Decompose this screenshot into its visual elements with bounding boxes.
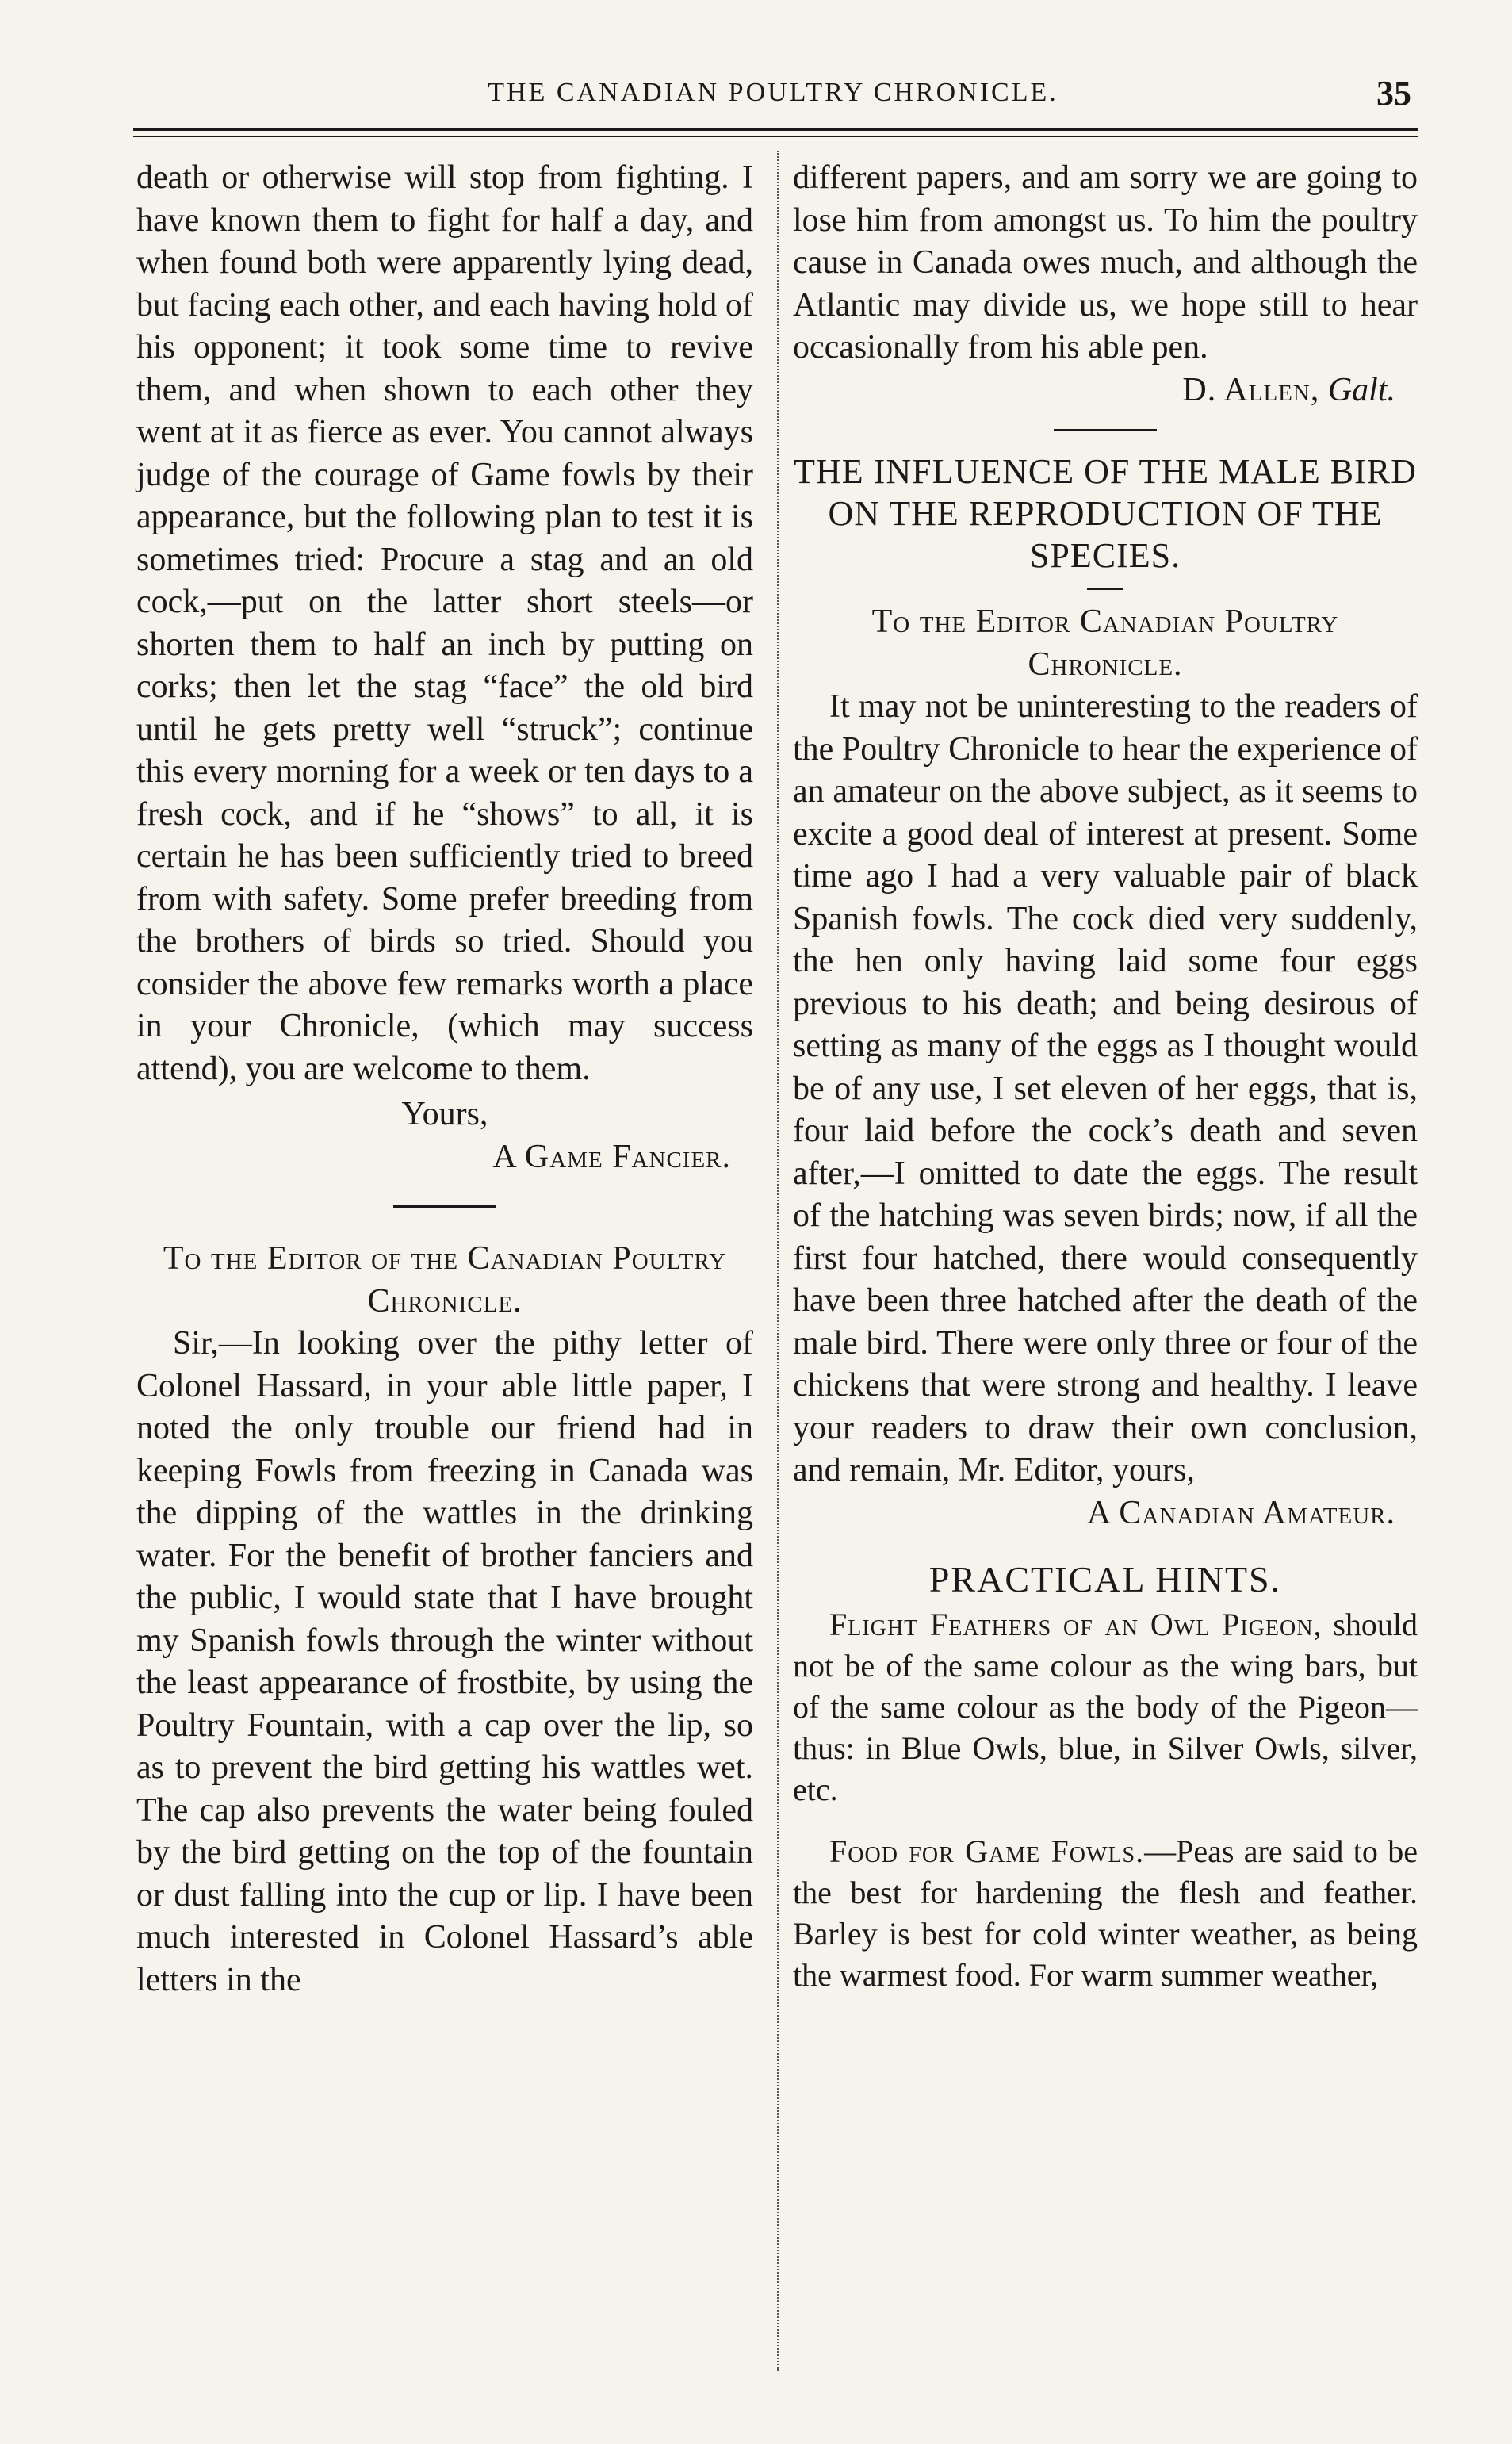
page-number: 35 xyxy=(1376,74,1411,113)
hint-owl-pigeon-lead: Flight Feathers of an Owl Pigeon, xyxy=(829,1606,1323,1642)
hint-game-fowls-lead: Food for Game Fowls. xyxy=(829,1833,1145,1869)
header-rule xyxy=(133,128,1418,131)
header-rule-thin xyxy=(133,136,1418,137)
amateur-letter-body: It may not be uninteresting to the readers of the Poultry Chronicle to hear the experience of an amateur on the above subject, as it seems to excite a good deal of interest at present. Some time ago I had a very valuable pair of black Spanish fowls. The cock died very suddenly, the hen only having laid some four eggs previous to his death; and being desirous of setting as many of the eggs as I thought would be of any use, I set eleven of her eggs, that is, four laid before the cock’s death and seven after,—I omitted to date the eggs. The result of the hatching was seven birds; now, if all the first four hatched, there would consequently have been three hatched after the death of the male bird. There were only three or four of the chickens that were strong and healthy. I leave your readers to draw their own conclusion, and remain, Mr. Editor, yours, xyxy=(793,688,1418,1488)
left-column xyxy=(136,157,753,2002)
article-title: THE INFLUENCE OF THE MALE BIRD ON THE REPRODUCTION OF THE SPECIES. xyxy=(794,452,1417,575)
hint-game-fowls xyxy=(793,1831,1418,1996)
signature-allen xyxy=(793,370,1418,412)
title-rule xyxy=(1087,588,1123,590)
running-head: THE CANADIAN POULTRY CHRONICLE. xyxy=(488,78,1058,107)
signature-allen-place: Galt. xyxy=(1327,371,1395,408)
section-rule xyxy=(1054,429,1157,431)
page-header xyxy=(135,73,1411,117)
signature-game-fancier: A Game Fancier. xyxy=(492,1138,731,1175)
hint-owl-pigeon-text: should not be of the same colour as the wing bars, but of the same colour as the body of the Pigeon—thus: in Blue Owls, blue, in Silver Owls, silver, etc. xyxy=(793,1606,1418,1807)
hint-game-fowls-text: —Peas are said to be the best for hardening the flesh and feather. Barley is best for cold winter weather, as being the warmest food. For warm summer weather, xyxy=(793,1833,1418,1993)
hint-owl-pigeon xyxy=(793,1604,1418,1810)
right-column xyxy=(793,157,1418,1996)
signature-canadian-amateur: A Canadian Amateur. xyxy=(1086,1494,1395,1531)
editor-heading-left: To the Editor of the Canadian Poultry Chronicle. xyxy=(163,1240,727,1320)
column-divider xyxy=(777,151,779,2371)
hassard-letter-body: Sir,—In looking over the pithy letter of Colonel Hassard, in your able little paper, I noted the only trouble our friend had in keeping Fowls from freezing in Canada was the dipping of the wattles in the drinking water. For the benefit of brother fanciers and the public, I would state that I have brought my Spanish fowls through the winter without the least appearance of frostbite, by using the Poultry Fountain, with a cap over the lip, so as to prevent the bird getting his wattles wet. The cap also prevents the water being fouled by the bird getting on the top of the fountain or dust falling into the cup or lip. I have been much interested in Colonel Hassard’s able letters in the xyxy=(136,1325,753,1998)
signature-allen-name: D. Allen, xyxy=(1182,371,1320,408)
practical-hints-title: PRACTICAL HINTS. xyxy=(928,1559,1282,1599)
closing-yours: Yours, xyxy=(401,1096,488,1132)
allen-letter-end: different papers, and am sorry we are going to lose him from amongst us. To him the poultry cause in Canada owes much, and although the Atlantic may divide us, we hope still to hear occasionally from his able pen. xyxy=(793,159,1418,366)
section-rule xyxy=(393,1205,496,1208)
editor-heading-right: To the Editor Canadian Poultry Chronicle. xyxy=(871,603,1339,683)
game-fancier-letter-body: death or otherwise will stop from fighting. I have known them to fight for half a day, and when found both were apparently lying dead, but facing each other, and each having hold of his opponent; it took some time to revive them, and when shown to each other they went at it as fierce as ever. You cannot always judge of the courage of Game fowls by their appearance, but the following plan to test it is sometimes tried: Procure a stag and an old cock,—put on the latter short steels—or shorten them to half an inch by putting on corks; then let the stag “face” the old bird until he gets pretty well “struck”; continue this every morning for a week or ten days to a fresh cock, and if he “shows” to all, it is certain he has been sufficiently tried to breed from with safety. Some prefer breeding from the brothers of birds so tried. Should you consider the above few remarks worth a place in your Chronicle, (which may success attend), you are welcome to them. xyxy=(136,159,753,1087)
